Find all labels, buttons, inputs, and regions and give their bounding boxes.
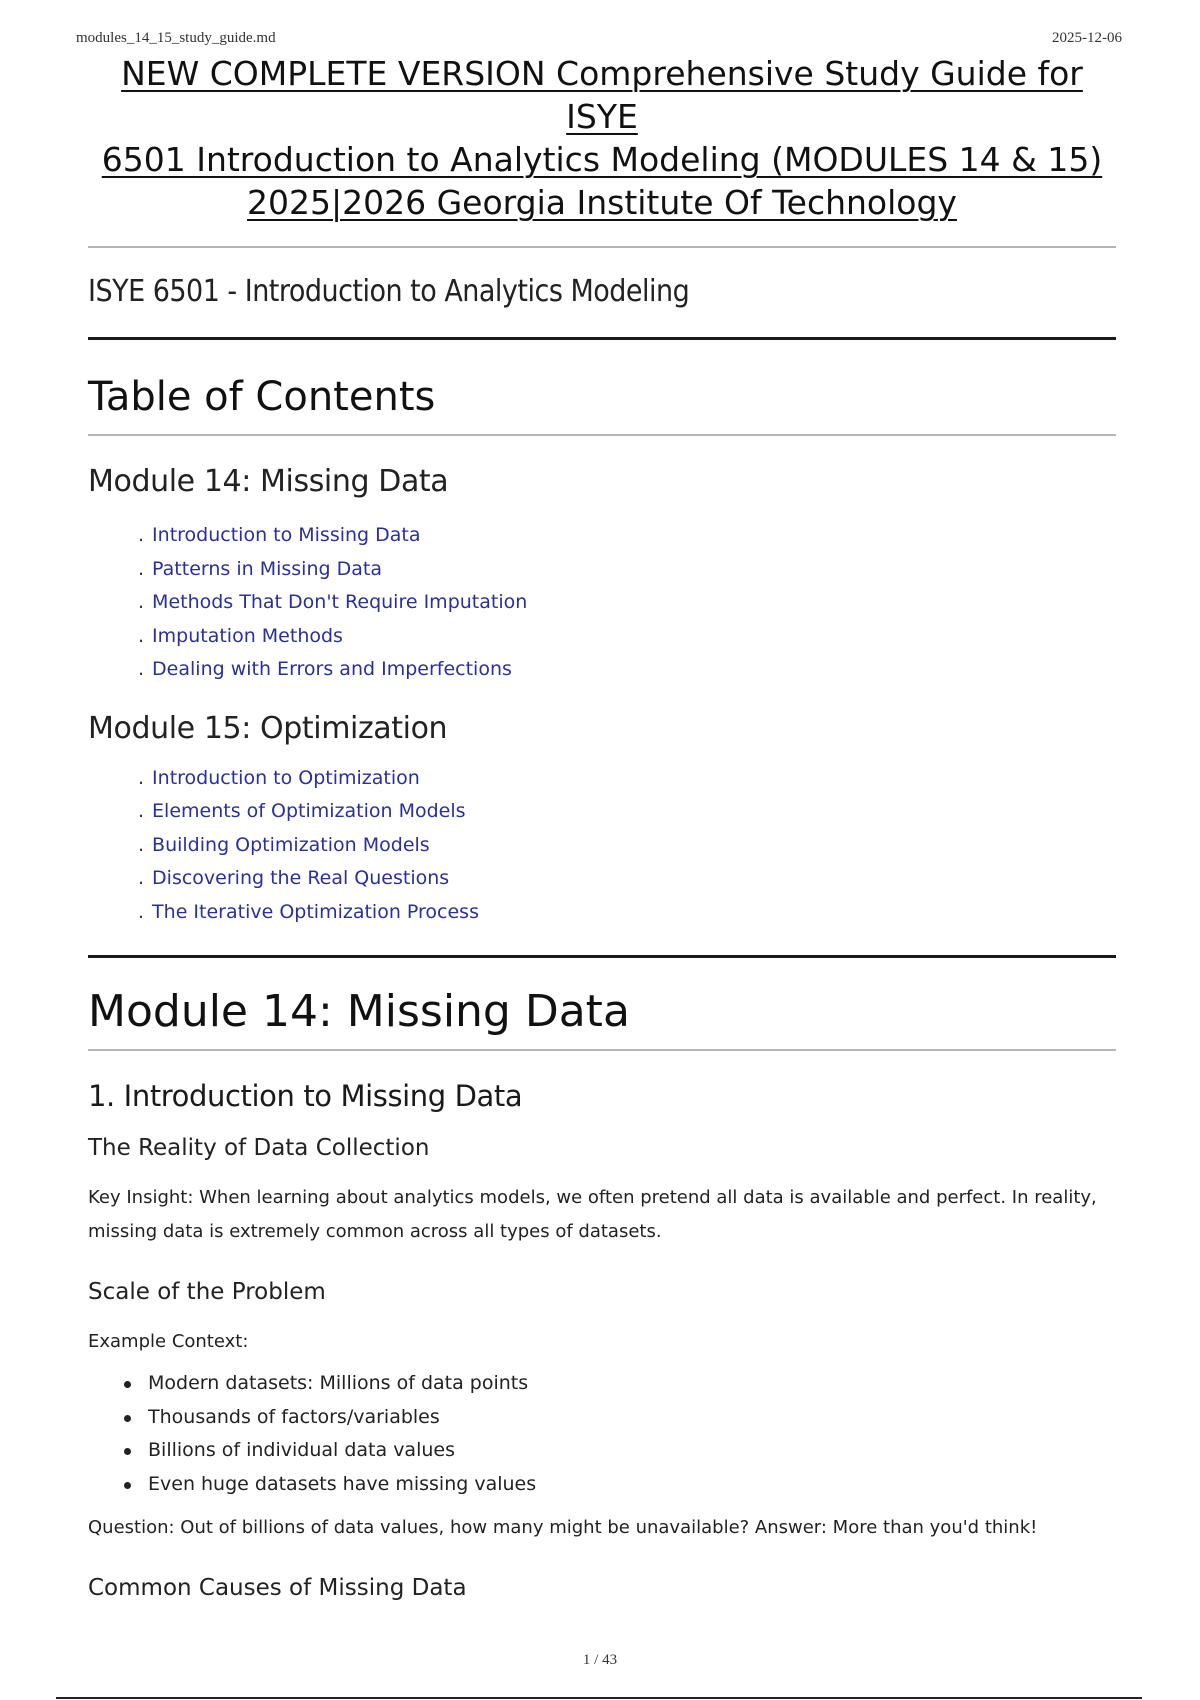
subheading-scale-problem: Scale of the Problem	[88, 1279, 326, 1305]
toc-link-iterative-process[interactable]: The Iterative Optimization Process	[152, 900, 479, 923]
toc-item: . Discovering the Real Questions	[138, 867, 450, 889]
toc-link-intro-optimization[interactable]: Introduction to Optimization	[152, 766, 420, 789]
toc-item: . Methods That Don't Require Imputation	[138, 591, 528, 613]
toc-link-errors-imperfections[interactable]: Dealing with Errors and Imperfections	[152, 658, 512, 680]
toc-heading: Table of Contents	[88, 374, 436, 420]
subheading-common-causes: Common Causes of Missing Data	[88, 1575, 467, 1601]
subheading-reality-data-collection: The Reality of Data Collection	[88, 1135, 430, 1161]
title-line-3: 2025|2026 Georgia Institute Of Technology	[247, 183, 957, 222]
toc-item: . Elements of Optimization Models	[138, 800, 466, 822]
key-insight-paragraph: Key Insight: When learning about analytics models, we often pretend all data is available and perfect. In reality, missing data is extremely common across all types of datasets.	[88, 1187, 1097, 1242]
toc-link-real-questions[interactable]: Discovering the Real Questions	[152, 867, 450, 889]
title-line-1: NEW COMPLETE VERSION Comprehensive Study Guide for ISYE	[121, 54, 1083, 136]
title-line-2: 6501 Introduction to Analytics Modeling (MODULES 14 & 15)	[101, 140, 1103, 179]
document-content	[88, 52, 1116, 1621]
toc-item: . Introduction to Missing Data	[138, 524, 421, 546]
bottom-rule	[56, 1697, 1142, 1699]
document-title	[88, 52, 1116, 246]
question-paragraph: Question: Out of billions of data values, how many might be unavailable? Answer: More than you'd think!	[88, 1517, 1038, 1538]
toc-item: . Patterns in Missing Data	[138, 557, 382, 580]
toc-module-15-heading: Module 15: Optimization	[88, 710, 448, 746]
toc-item: . Imputation Methods	[138, 624, 343, 647]
toc-link-patterns-missing-data[interactable]: Patterns in Missing Data	[152, 557, 382, 580]
module-14-heading: Module 14: Missing Data	[88, 986, 630, 1037]
toc-link-elements-optimization[interactable]: Elements of Optimization Models	[152, 800, 466, 822]
example-bullet-list	[88, 1359, 1116, 1511]
toc-link-methods-no-imputation[interactable]: Methods That Don't Require Imputation	[152, 591, 528, 613]
list-item: Modern datasets: Millions of data points	[148, 1367, 1116, 1401]
course-title: ISYE 6501 - Introduction to Analytics Modeling	[88, 274, 690, 309]
header-filename: modules_14_15_study_guide.md	[76, 30, 276, 46]
section-1-heading: 1. Introduction to Missing Data	[88, 1079, 523, 1113]
toc-module-15-list	[88, 762, 1116, 930]
toc-item: . The Iterative Optimization Process	[138, 900, 479, 923]
toc-module-14-list	[88, 519, 1116, 687]
example-context-label: Example Context:	[88, 1331, 249, 1352]
toc-item: . Introduction to Optimization	[138, 766, 420, 789]
list-item: Even huge datasets have missing values	[148, 1468, 1116, 1502]
list-item: Thousands of factors/variables	[148, 1401, 1116, 1435]
toc-item: . Dealing with Errors and Imperfections	[138, 658, 512, 680]
page-number: 1 / 43	[582, 1652, 618, 1668]
header-date: 2025-12-06	[1052, 30, 1122, 46]
toc-link-imputation-methods[interactable]: Imputation Methods	[152, 624, 343, 647]
toc-item: . Building Optimization Models	[138, 833, 430, 856]
toc-module-14-heading: Module 14: Missing Data	[88, 464, 449, 499]
toc-link-intro-missing-data[interactable]: Introduction to Missing Data	[152, 524, 421, 546]
toc-link-building-optimization[interactable]: Building Optimization Models	[152, 833, 430, 856]
list-item: Billions of individual data values	[148, 1434, 1116, 1468]
